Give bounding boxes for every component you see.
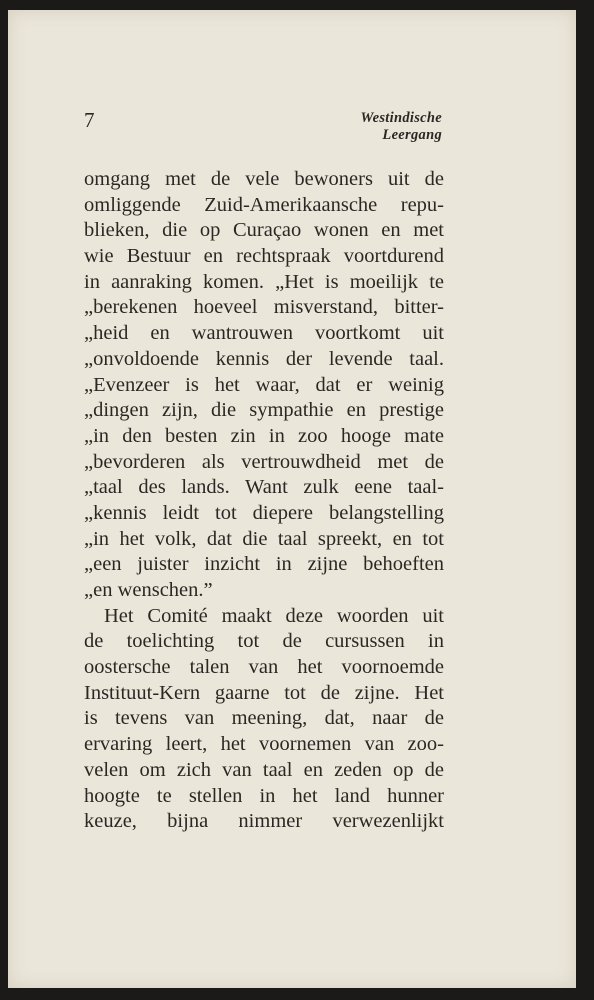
book-page [8,10,576,988]
text-line: „Evenzeer is het waar, dat er weinig [84,373,444,396]
text-line: omliggende Zuid-Amerikaansche repu- [84,193,444,216]
running-head-line: Westindische [360,110,442,126]
text-line: is tevens van meening, dat, naar de [84,707,444,730]
text-line: in aanraking komen. „Het is moeilijk te [84,270,444,293]
text-line: „bevorderen als vertrouwdheid met de [84,450,444,473]
text-line: blieken, die op Curaçao wonen en met [84,219,444,242]
text-line: hoogte te stellen in het land hunner [84,784,444,807]
running-head-line: Leergang [382,127,442,143]
text-line: „in het volk, dat die taal spreekt, en tot [84,527,444,550]
text-line: „kennis leidt tot diepere belangstelling [84,501,444,524]
text-line: „dingen zijn, die sympathie en prestige [84,399,444,422]
page-number: 7 [84,108,95,132]
running-head [361,110,442,144]
text-line: ervaring leert, het voornemen van zoo- [84,733,444,756]
text-line: Instituut-Kern gaarne tot de zijne. Het [84,681,444,704]
body-text [84,167,444,835]
text-line: „onvoldoende kennis der levende taal. [84,347,444,370]
text-line: „heid en wantrouwen voortkomt uit [84,322,444,345]
text-line: velen om zich van taal en zeden op de [84,758,444,781]
text-line: oostersche talen van het voornoemde [84,656,444,679]
text-line: „en wenschen.” [84,579,213,601]
text-line: Het Comité maakt deze woorden uit [104,604,444,627]
text-line: omgang met de vele bewoners uit de [84,168,444,190]
text-line: „in den besten zin in zoo hooge mate [84,424,444,447]
text-line: „taal des lands. Want zulk eene taal- [84,476,444,499]
text-line: de toelichting tot de cursussen in [84,630,444,653]
text-line: keuze, bijna nimmer verwezenlijkt [84,810,444,833]
text-line: wie Bestuur en rechtspraak voortdurend [84,245,444,268]
text-line: „berekenen hoeveel misverstand, bitter- [84,296,444,319]
text-line: „een juister inzicht in zijne behoeften [84,553,444,576]
